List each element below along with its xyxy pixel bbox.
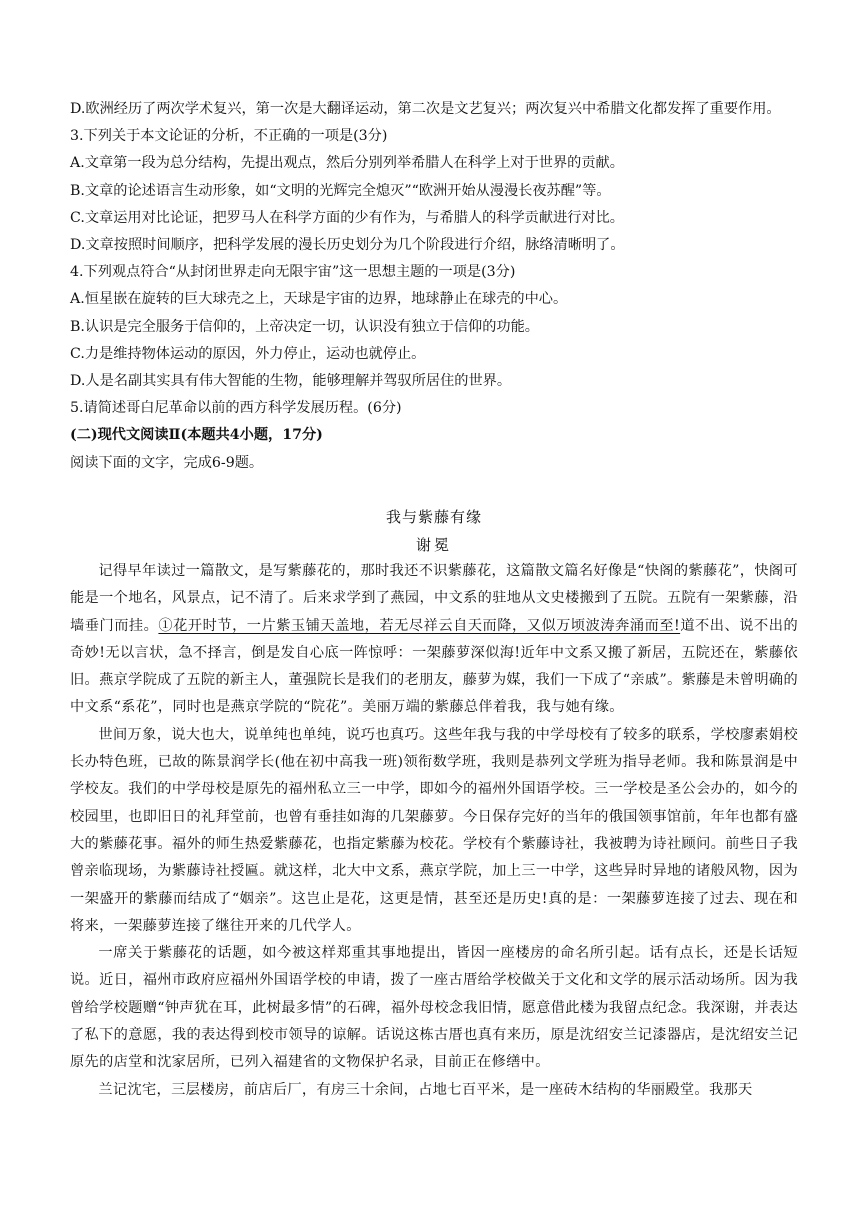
article-paragraph-1 — [70, 558, 798, 722]
q4-stem: 4.下列观点符合“从封闭世界走向无限宇宙”这一思想主题的一项是(3分) — [70, 264, 516, 281]
q3-option-d: D.文章按照时间顺序，把科学发展的漫长历史划分为几个阶段进行介绍，脉络清晰明了。 — [70, 237, 625, 254]
q4-option-b: B.认识是完全服务于信仰的，上帝决定一切，认识没有独立于信仰的功能。 — [70, 318, 539, 335]
q4-option-d: D.人是名副其实具有伟大智能的生物，能够理解并驾驭所居住的世界。 — [70, 373, 512, 390]
article-author: 谢冕 — [415, 536, 452, 554]
q4-option-a: A.恒星嵌在旋转的巨大球壳之上，天球是宇宙的边界，地球静止在球壳的中心。 — [70, 291, 568, 308]
underlined-sentence-1: ①花开时节，一片紫玉铺天盖地，若无尽祥云自天而降，又似万顷波涛奔涌而至! — [158, 617, 681, 634]
section-instruction: 阅读下面的文字，完成6-9题。 — [70, 454, 264, 471]
section-heading: (二)现代文阅读Ⅱ(本题共4小题，17分) — [70, 427, 323, 444]
q3-stem: 3.下列关于本文论证的分析，不正确的一项是(3分) — [70, 128, 388, 145]
article-paragraph-4: 兰记沈宅，三层楼房，前店后厂，有房三十余间，占地七百平米，是一座砖木结构的华丽殿堂。我那天 — [98, 1081, 753, 1098]
article-title: 我与紫藤有缘 — [385, 508, 482, 526]
q3-option-a: A.文章第一段为总分结构，先提出观点，然后分别列举希腊人在科学上对于世界的贡献。 — [70, 155, 624, 172]
questions-block — [70, 96, 810, 477]
q2-option-d: D.欧洲经历了两次学术复兴，第一次是大翻译运动，第二次是文艺复兴；两次复兴中希腊文化都发挥了重要作用。 — [70, 101, 781, 117]
article-paragraph-2: 世间万象，说大也大，说单纯也单纯，说巧也真巧。这些年我与我的中学母校有了较多的联系，学校廖素娟校长办特色班，已故的陈景润学长(他在初中高我一班)领衔数学班，我则是恭列文学班为指导老师。我和陈景润是中学校友。我们的中学母校是原先的福州私立三一中学，即如今的福州外国语学校。三一学校是圣公会办的，如今的校园里，也即旧日的礼拜堂前，也曾有垂挂如海的几架藤萝。今日保存完好的当年的俄国领事馆前，年年也都有盛大的紫藤花事。福外的师生热爱紫藤花，也指定紫藤为校花。学校有个紫藤诗社，我被聘为诗社顾问。前些日子我曾亲临现场，为紫藤诗社授匾。就这样，北大中文系，燕京学院，加上三一中学，这些异时异地的诸般风物，因为一架盛开的紫藤而结成了“姻亲”。这岂止是花，这更是情，甚至还是历史!真的是：一架藤萝连接了过去、现在和将来，一架藤萝连接了继往开来的几代学人。 — [70, 726, 798, 934]
q4-option-c: C.力是维持物体运动的原因，外力停止，运动也就停止。 — [70, 345, 426, 362]
article-body — [70, 558, 798, 1104]
q5-stem: 5.请简述哥白尼革命以前的西方科学发展历程。(6分) — [70, 400, 402, 417]
article-paragraph-3: 一席关于紫藤花的话题，如今被这样郑重其事地提出，皆因一座楼房的命名所引起。话有点长，还是长话短说。近日，福州市政府应福州外国语学校的申请，拨了一座古厝给学校做关于文化和文学的展示活动场所。因为我曾给学校题赠“钟声犹在耳，此树最多情”的石碑，福外母校念我旧情，愿意借此楼为我留点纪念。我深谢，并表达了私下的意愿，我的表达得到校市领导的谅解。话说这栋古厝也真有来历，原是沈绍安兰记漆器店，是沈绍安兰记原先的店堂和沈家居所，已列入福建省的文物保护名录，目前正在修缮中。 — [70, 945, 798, 1071]
q3-option-b: B.文章的论述语言生动形象，如“文明的光辉完全熄灭”“欧洲开始从漫漫长夜苏醒”等。 — [70, 182, 611, 199]
paragraph-1-text-start: 记得早年读过一篇散文，是写紫藤花的，那时我还不识紫藤花，这篇散文篇名好像是“快阁的紫藤花”，快阁可能是一个地名，风景点，记不清了。后来求学到了燕园，中文系的驻地从文史楼搬到了五院。五院有一架紫藤，沿墙垂门而挂。 — [70, 563, 798, 634]
paragraph-1-text-end: 道不出、说不出的奇妙!无以言状，急不择言，倒是发自心底一阵惊呼：一架藤萝深似海!近年中文系又搬了新居，五院还在，紫藤依旧。燕京学院成了五院的新主人，董强院长是我们的老朋友，藤萝为媒，我们一下成了“亲戚”。紫藤是未曾明确的中文系“系花”，同时也是燕京学院的“院花”。美丽万端的紫藤总伴着我，我与她有缘。 — [70, 617, 798, 716]
q3-option-c: C.文章运用对比论证，把罗马人在科学方面的少有作为，与希腊人的科学贡献进行对比。 — [70, 209, 624, 226]
